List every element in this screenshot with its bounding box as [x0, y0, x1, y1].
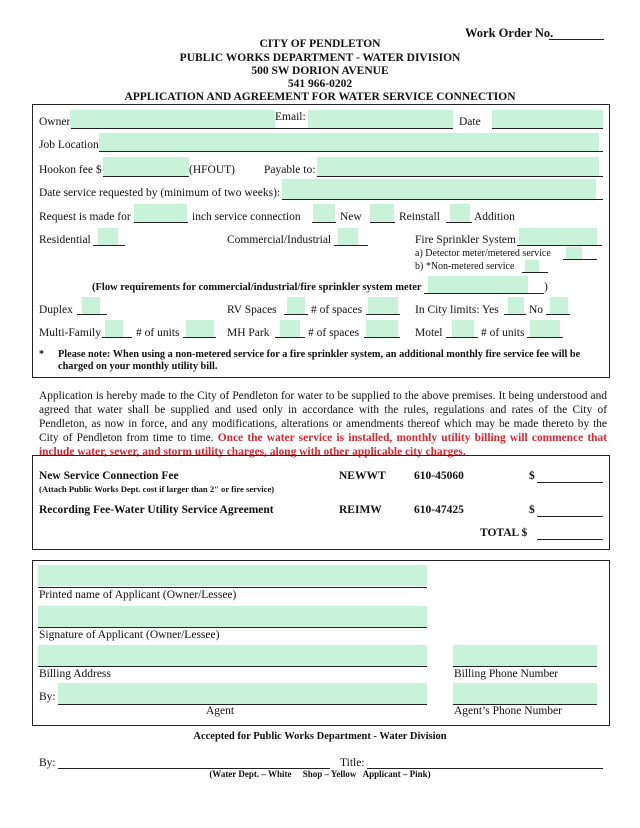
flow-requirements-input[interactable] — [428, 276, 528, 293]
fee-row-2-account: 610-47425 — [414, 504, 464, 516]
motel-label: Motel — [415, 327, 443, 339]
email-input[interactable] — [308, 110, 453, 128]
department-name: PUBLIC WORKS DEPARTMENT - WATER DIVISION — [179, 52, 461, 64]
non-metered-label: b) *Non-metered service — [415, 261, 515, 272]
date-input[interactable] — [492, 110, 603, 128]
hookon-fee-label: Hookon fee $ — [39, 164, 102, 176]
addition-label: Addition — [474, 211, 515, 223]
multi-family-units-input[interactable] — [186, 320, 214, 337]
detector-meter-label: a) Detector meter/metered service — [415, 248, 551, 259]
agent-by-label: By: — [39, 691, 56, 703]
job-location-input[interactable] — [99, 133, 599, 151]
fee-row-1-account: 610-45060 — [414, 470, 464, 482]
city-name: CITY OF PENDLETON — [259, 38, 381, 50]
detector-meter-checkbox[interactable] — [566, 247, 582, 259]
fee-row-2-code: REIMW — [339, 504, 382, 516]
total-label: TOTAL $ — [480, 527, 528, 539]
accepted-heading: Accepted for Public Works Department - Water Division — [193, 731, 447, 742]
payable-to-input[interactable] — [317, 157, 599, 176]
signature-input[interactable] — [38, 606, 427, 627]
fee-row-2-amount[interactable] — [537, 516, 603, 517]
fee-row-1-dollar: $ — [529, 470, 535, 482]
date-requested-label: Date service requested by (minimum of two weeks): — [39, 187, 281, 199]
fee-row-2-label: Recording Fee-Water Utility Service Agreement — [39, 504, 274, 516]
in-city-yes-checkbox[interactable] — [508, 297, 524, 314]
flow-close-paren: ) — [544, 281, 548, 293]
inch-size-input[interactable] — [134, 204, 187, 222]
rv-spaces-checkbox[interactable] — [287, 297, 305, 314]
fee-row-1-amount[interactable] — [537, 482, 603, 483]
multi-family-checkbox[interactable] — [105, 320, 123, 337]
fire-sprinkler-input[interactable] — [519, 228, 597, 245]
billing-address-input[interactable] — [38, 645, 427, 666]
in-city-no-label: No — [529, 304, 544, 316]
printed-name-input[interactable] — [38, 565, 427, 586]
accepted-title-label: Title: — [340, 757, 365, 769]
reinstall-label: Reinstall — [399, 211, 440, 223]
duplex-checkbox[interactable] — [82, 297, 100, 314]
rv-num-spaces-label: # of spaces — [311, 304, 363, 316]
commercial-label: Commercial/Industrial — [227, 234, 332, 246]
in-city-no-checkbox[interactable] — [550, 297, 568, 314]
signature-label: Signature of Applicant (Owner/Lessee) — [39, 629, 220, 641]
work-order-label: Work Order No. — [465, 26, 554, 40]
rv-num-spaces-input[interactable] — [368, 297, 398, 314]
in-city-label: In City limits: Yes — [415, 304, 499, 316]
mh-park-label: MH Park — [227, 327, 270, 339]
agreement-text: Application is hereby made to the City of Pendleton for water to be supplied to the above premises. It being understood and agreed that water shall be supplied and used only in accordance with the rules, regulations and rates of the City of Pendleton, as now in force, and any modifications, alterations or amendments thereof which may be made thereto by the City of Pendleton from time to time. — [39, 390, 607, 444]
non-metered-checkbox[interactable] — [525, 260, 539, 272]
date-label: Date — [459, 116, 481, 128]
inch-service-label: inch service connection — [192, 211, 301, 223]
department-phone: 541 966-0202 — [287, 78, 353, 90]
fee-row-1-label: New Service Connection Fee — [39, 470, 179, 482]
new-checkbox[interactable] — [313, 204, 335, 222]
commercial-checkbox[interactable] — [338, 228, 358, 245]
reinstall-checkbox[interactable] — [370, 204, 394, 222]
new-label: New — [340, 211, 362, 223]
fire-service-note: Please note: When using a non-metered service for a fire sprinkler system, an additional monthly fire service fee will be charged on your monthly utility bill. — [58, 349, 581, 372]
department-address: 500 SW DORION AVENUE — [251, 65, 389, 77]
email-label: Email: — [275, 111, 306, 123]
agent-input[interactable] — [58, 683, 427, 704]
hookon-fee-input[interactable] — [103, 157, 189, 176]
agreement-paragraph — [39, 389, 607, 459]
billing-notice: Once the water service is installed, monthly utility billing will commence that include water, sewer, and storm utility charges, along with other applicable city charges. — [39, 432, 608, 458]
mh-num-spaces-input[interactable] — [366, 320, 398, 337]
date-requested-input[interactable] — [282, 179, 596, 199]
fee-row-2-dollar: $ — [529, 504, 535, 516]
agent-label: Agent — [206, 705, 235, 717]
billing-phone-label: Billing Phone Number — [454, 668, 559, 680]
copy-distribution: (Water Dept. – White Shop – Yellow Applicant – Pink) — [209, 769, 431, 779]
payable-to-label: Payable to: — [264, 164, 316, 176]
billing-address-label: Billing Address — [39, 668, 111, 680]
printed-name-label: Printed name of Applicant (Owner/Lessee) — [39, 589, 237, 601]
request-for-label: Request is made for — [39, 211, 131, 223]
motel-units-label: # of units — [481, 327, 525, 339]
note-asterisk: * — [39, 349, 45, 360]
total-amount[interactable] — [537, 539, 603, 540]
fee-row-1-code: NEWWT — [339, 470, 386, 482]
owner-label: Owner — [39, 116, 71, 128]
rv-spaces-label: RV Spaces — [227, 304, 277, 316]
fire-sprinkler-label: Fire Sprinkler System — [415, 234, 516, 246]
multi-family-label: Multi-Family — [39, 327, 101, 339]
residential-checkbox[interactable] — [98, 228, 118, 245]
mh-park-checkbox[interactable] — [280, 320, 300, 337]
mh-num-spaces-label: # of spaces — [308, 327, 360, 339]
residential-label: Residential — [39, 234, 91, 246]
form-title: APPLICATION AND AGREEMENT FOR WATER SERVICE CONNECTION — [124, 91, 516, 103]
hfout-code: (HFOUT) — [189, 164, 235, 176]
job-location-label: Job Location — [39, 139, 99, 151]
agent-phone-label: Agent’s Phone Number — [454, 705, 562, 717]
accepted-by-label: By: — [39, 757, 56, 769]
multi-family-units-label: # of units — [136, 327, 180, 339]
addition-checkbox[interactable] — [450, 204, 470, 222]
duplex-label: Duplex — [39, 304, 73, 316]
agent-phone-input[interactable] — [453, 683, 597, 704]
motel-checkbox[interactable] — [452, 320, 474, 337]
billing-phone-input[interactable] — [453, 645, 597, 666]
fee-row-1-subnote: (Attach Public Works Dept. cost if larger than 2" or fire service) — [39, 484, 275, 494]
motel-units-input[interactable] — [530, 320, 560, 337]
owner-input[interactable] — [70, 110, 275, 128]
flow-requirements-label: (Flow requirements for commercial/industrial/fire sprinkler system meter — [92, 282, 422, 293]
